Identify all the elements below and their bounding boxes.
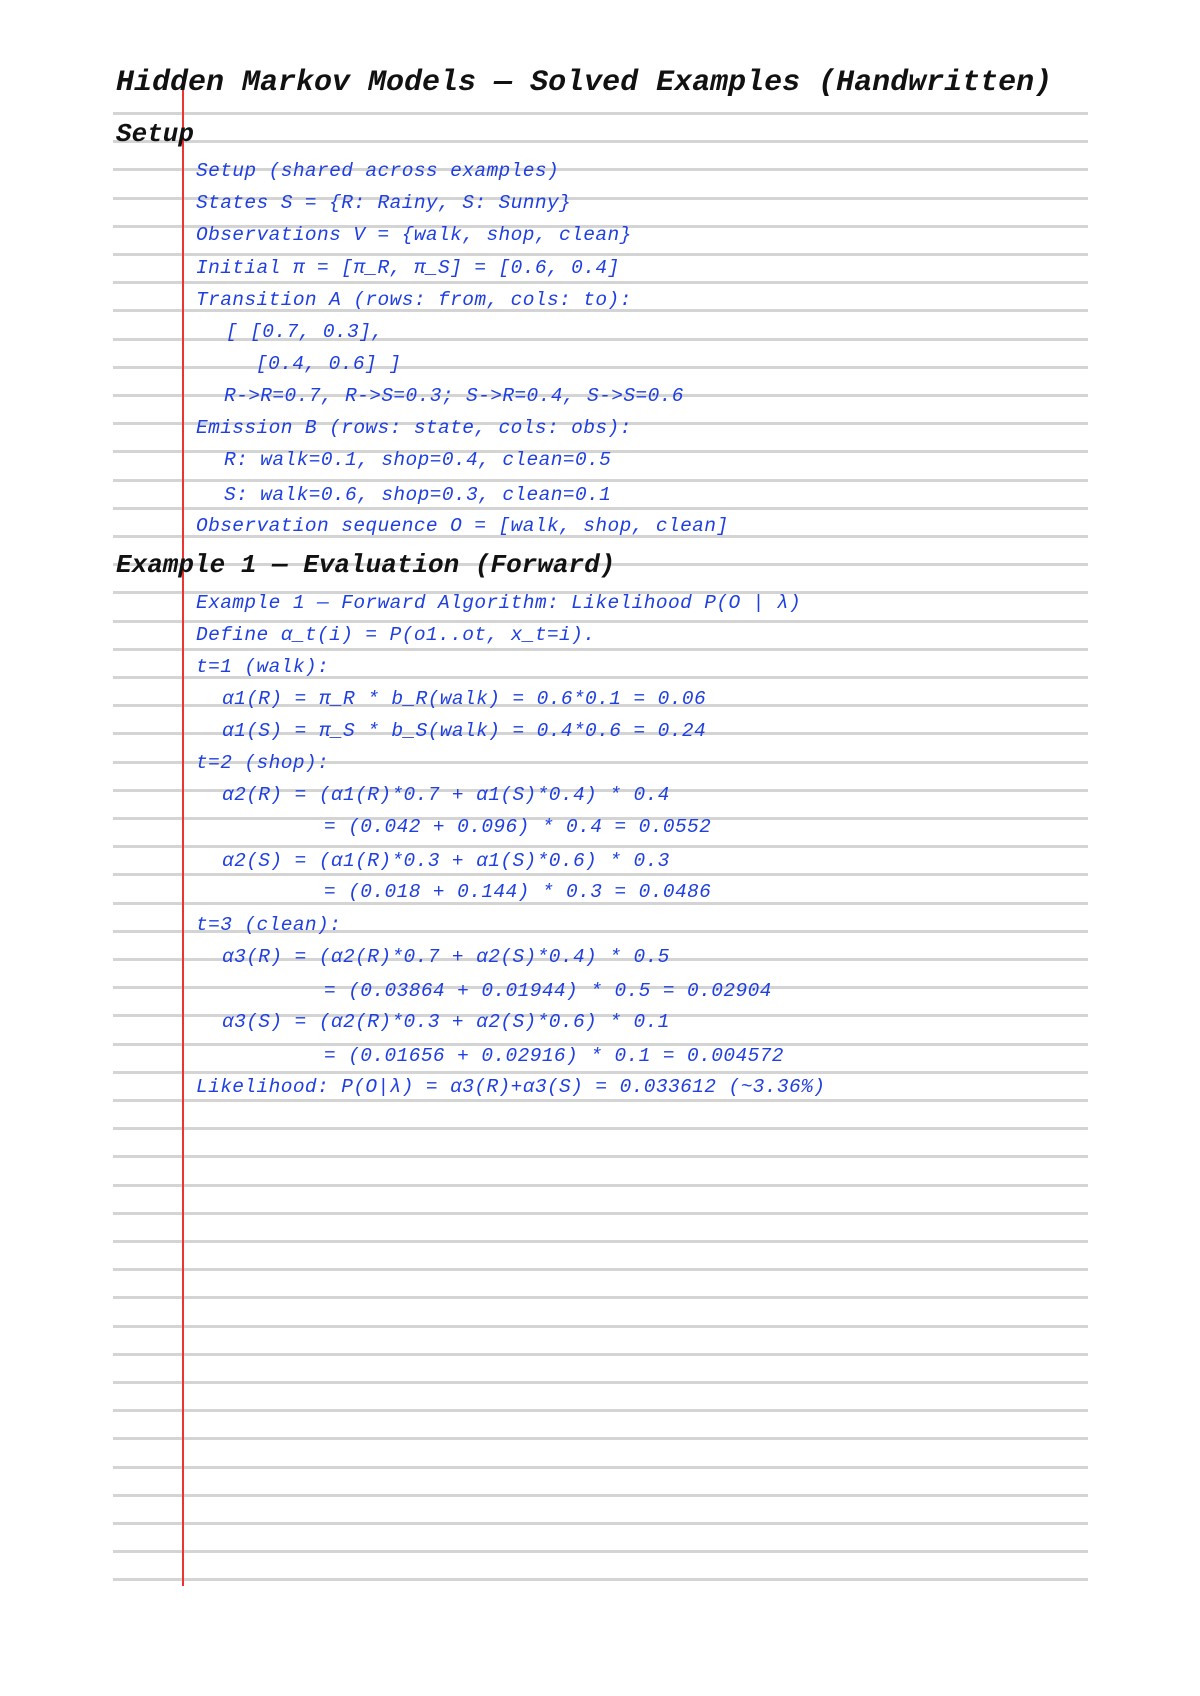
rule-line — [113, 1240, 1088, 1243]
example-line: α3(S) = (α2(R)*0.3 + α2(S)*0.6) * 0.1 — [222, 1011, 670, 1033]
rule-line — [113, 1296, 1088, 1299]
rule-line — [113, 1353, 1088, 1356]
example-line: t=2 (shop): — [196, 752, 330, 774]
rule-line — [113, 1381, 1088, 1384]
setup-line: States S = {R: Rainy, S: Sunny} — [196, 192, 572, 214]
example-line: t=1 (walk): — [196, 656, 330, 678]
rule-line — [113, 1494, 1088, 1497]
example-line: α1(R) = π_R * b_R(walk) = 0.6*0.1 = 0.06 — [222, 688, 707, 710]
rule-line — [113, 1522, 1088, 1525]
setup-line: Initial π = [π_R, π_S] = [0.6, 0.4] — [196, 257, 620, 279]
rule-line — [113, 1466, 1088, 1469]
setup-line: Transition A (rows: from, cols: to): — [196, 289, 632, 311]
example-line: t=3 (clean): — [196, 914, 342, 936]
rule-line — [113, 479, 1088, 482]
example-line: = (0.01656 + 0.02916) * 0.1 = 0.004572 — [324, 1045, 784, 1067]
example-line: Likelihood: P(O|λ) = α3(R)+α3(S) = 0.033612 (~3.36%) — [196, 1076, 826, 1098]
setup-line: [ [0.7, 0.3], — [226, 321, 384, 343]
setup-line: Emission B (rows: state, cols: obs): — [196, 417, 632, 439]
rule-line — [113, 1155, 1088, 1158]
setup-line: Observations V = {walk, shop, clean} — [196, 224, 632, 246]
rule-line — [113, 1550, 1088, 1553]
example-line: = (0.018 + 0.144) * 0.3 = 0.0486 — [324, 881, 712, 903]
rule-line — [113, 1127, 1088, 1130]
rule-line — [113, 873, 1088, 876]
rule-line — [113, 1071, 1088, 1074]
example-line: α1(S) = π_S * b_S(walk) = 0.4*0.6 = 0.24 — [222, 720, 707, 742]
example-line: Example 1 — Forward Algorithm: Likelihood P(O | λ) — [196, 592, 802, 614]
example-line: Define α_t(i) = P(o1..ot, x_t=i). — [196, 624, 596, 646]
rule-line — [113, 112, 1088, 115]
example-line: α2(R) = (α1(R)*0.7 + α1(S)*0.4) * 0.4 — [222, 784, 670, 806]
rule-line — [113, 1099, 1088, 1102]
rule-line — [113, 253, 1088, 256]
setup-line: S: walk=0.6, shop=0.3, clean=0.1 — [224, 484, 612, 506]
section-heading-example-1: Example 1 — Evaluation (Forward) — [116, 550, 616, 580]
section-heading-setup: Setup — [116, 119, 195, 149]
rule-line — [113, 507, 1088, 510]
example-line: = (0.03864 + 0.01944) * 0.5 = 0.02904 — [324, 980, 772, 1002]
rule-line — [113, 845, 1088, 848]
setup-line: R: walk=0.1, shop=0.4, clean=0.5 — [224, 449, 612, 471]
rule-line — [113, 140, 1088, 143]
setup-line: R->R=0.7, R->S=0.3; S->R=0.4, S->S=0.6 — [224, 385, 684, 407]
rule-line — [113, 1437, 1088, 1440]
example-line: α2(S) = (α1(R)*0.3 + α1(S)*0.6) * 0.3 — [222, 850, 670, 872]
rule-line — [113, 1212, 1088, 1215]
rule-line — [113, 1184, 1088, 1187]
rule-line — [113, 281, 1088, 284]
example-line: = (0.042 + 0.096) * 0.4 = 0.0552 — [324, 816, 712, 838]
rule-line — [113, 1578, 1088, 1581]
example-line: α3(R) = (α2(R)*0.7 + α2(S)*0.4) * 0.5 — [222, 946, 670, 968]
rule-line — [113, 620, 1088, 623]
setup-line: Observation sequence O = [walk, shop, clean] — [196, 515, 729, 537]
rule-line — [113, 1325, 1088, 1328]
setup-line: Setup (shared across examples) — [196, 160, 560, 182]
rule-line — [113, 1268, 1088, 1271]
setup-line: [0.4, 0.6] ] — [256, 353, 402, 375]
page-title: Hidden Markov Models — Solved Examples (Handwritten) — [116, 66, 1053, 100]
rule-line — [113, 1409, 1088, 1412]
margin-line — [182, 88, 184, 1586]
rule-line — [113, 648, 1088, 651]
